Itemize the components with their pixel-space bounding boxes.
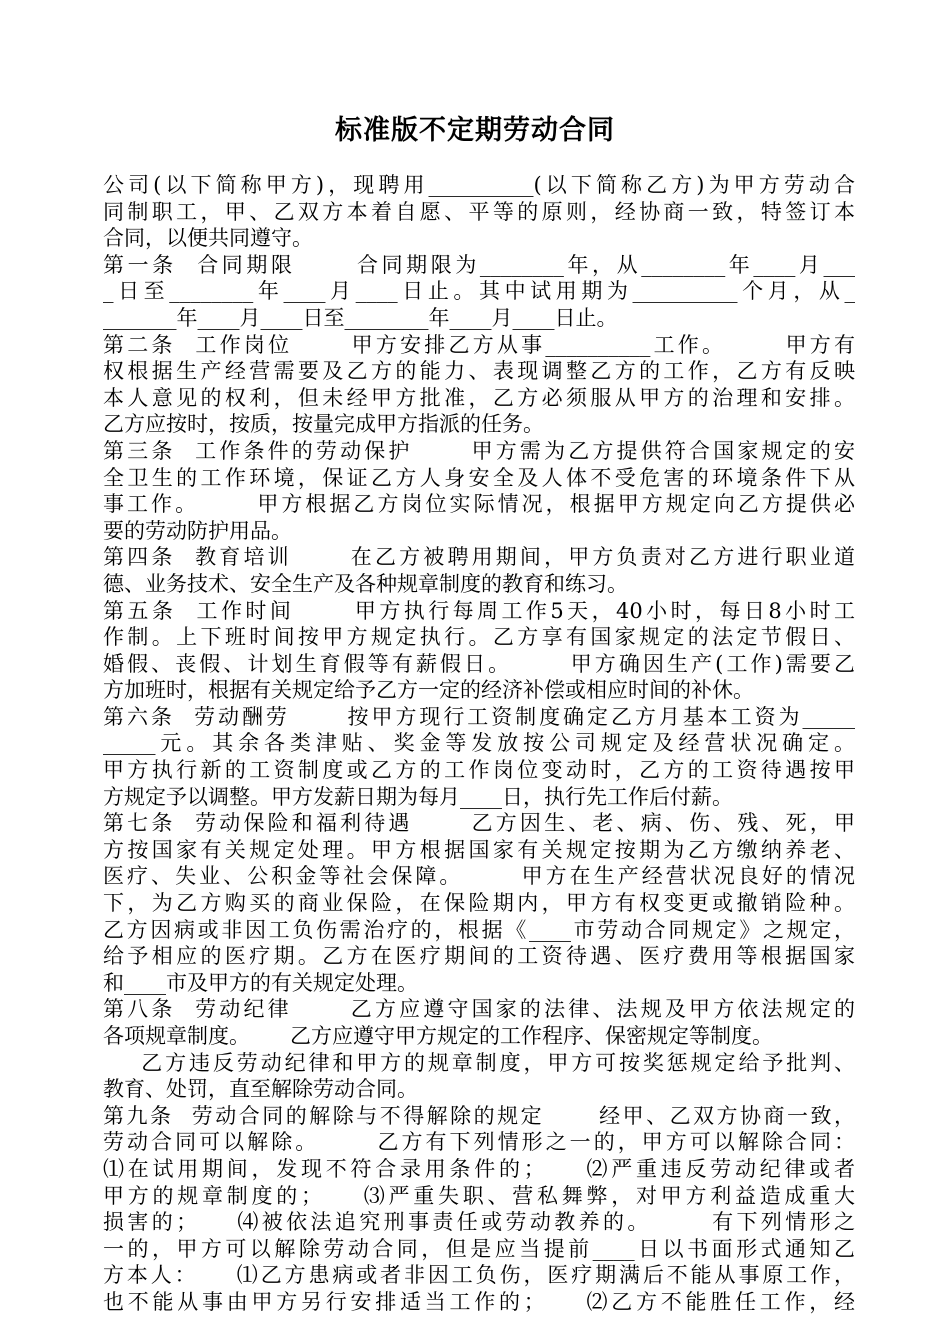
document-line: 下，为乙方购买的商业保险，在保险期内，甲方有权变更或撤销险种。 bbox=[103, 891, 855, 916]
document-line: 损害的； ⑷被依法追究刑事责任或劳动教养的。 有下列情形之 bbox=[103, 1210, 855, 1235]
document-line: 第五条 工作时间 甲方执行每周工作5天，40小时，每日8小时工 bbox=[103, 598, 855, 623]
document-line: 公司(以下简称甲方)，现聘用__________(以下简称乙方)为甲方劳动合 bbox=[103, 173, 855, 197]
document-line: 同制职工，甲、乙双方本着自愿、平等的原则，经协商一致，特签订本 bbox=[103, 199, 855, 224]
document-line: 各项规章制度。 乙方应遵守甲方规定的工作程序、保密规定等制度。 bbox=[103, 1024, 774, 1048]
document-line: 第九条 劳动合同的解除与不得解除的规定 经甲、乙双方协商一致， bbox=[103, 1103, 855, 1128]
document-line: 第六条 劳动酬劳 按甲方现行工资制度确定乙方月基本工资为_____ bbox=[103, 704, 855, 729]
document-line: _日至________年____月____日止。其中试用期为__________个月，从_ bbox=[103, 279, 855, 304]
document-line: 乙方违反劳动纪律和甲方的规章制度，甲方可按奖惩规定给予批判、 bbox=[103, 1050, 855, 1075]
contract-body bbox=[103, 172, 855, 1316]
document-line: 本人意见的权利，但未经甲方批准，乙方必须服从甲方的治理和安排。 bbox=[103, 385, 855, 410]
document-line: 甲方的规章制度的； ⑶严重失职、营私舞弊，对甲方利益造成重大 bbox=[103, 1183, 855, 1208]
document-line: 全卫生的工作环境，保证乙方人身安全及人体不受危害的环境条件下从 bbox=[103, 465, 855, 490]
document-line: 第八条 劳动纪律 乙方应遵守国家的法律、法规及甲方依法规定的 bbox=[103, 997, 855, 1022]
document-title: 标准版不定期劳动合同 bbox=[335, 115, 615, 146]
document-line: 作制。上下班时间按甲方规定执行。乙方享有国家规定的法定节假日、 bbox=[103, 625, 855, 650]
document-line: 第七条 劳动保险和福利待遇 乙方因生、老、病、伤、残、死，甲 bbox=[103, 811, 855, 836]
document-line: 事工作。 甲方根据乙方岗位实际情况，根据甲方规定向乙方提供必 bbox=[103, 492, 855, 517]
document-line: 乙方应按时，按质，按量完成甲方指派的任务。 bbox=[103, 412, 544, 437]
document-line: 医疗、失业、公积金等社会保障。 甲方在生产经营状况良好的情况 bbox=[103, 864, 855, 889]
document-line: 方本人： ⑴乙方患病或者非因工负伤，医疗期满后不能从事原工作， bbox=[103, 1263, 855, 1288]
document-line: 第一条 合同期限 合同期限为________年，从________年____月___ bbox=[103, 252, 855, 277]
document-line: 一的，甲方可以解除劳动合同，但是应当提前____日以书面形式通知乙 bbox=[103, 1236, 855, 1261]
document-line: 合同，以便共同遵守。 bbox=[103, 226, 313, 251]
document-line: _____元。其余各类津贴、奖金等发放按公司规定及经营状况确定。 bbox=[103, 731, 855, 756]
document-line: 方加班时，根据有关规定给予乙方一定的经济补偿或相应时间的补休。 bbox=[103, 678, 754, 703]
document-line: 第四条 教育培训 在乙方被聘用期间，甲方负责对乙方进行职业道 bbox=[103, 545, 855, 570]
document-line: ⑴在试用期间，发现不符合录用条件的； ⑵严重违反劳动纪律或者 bbox=[103, 1156, 855, 1181]
document-line: 婚假、丧假、计划生育假等有薪假日。 甲方确因生产(工作)需要乙 bbox=[103, 651, 855, 676]
document-line: 第二条 工作岗位 甲方安排乙方从事__________工作。 甲方有 bbox=[103, 332, 855, 357]
document-line: 甲方执行新的工资制度或乙方的工作岗位变动时，乙方的工资待遇按甲 bbox=[103, 758, 855, 783]
document-line: 第三条 工作条件的劳动保护 甲方需为乙方提供符合国家规定的安 bbox=[103, 438, 855, 463]
document-line: 也不能从事由甲方另行安排适当工作的； ⑵乙方不能胜任工作，经 bbox=[103, 1289, 855, 1314]
document-line: 方规定予以调整。甲方发薪日期为每月____日，执行先工作后付薪。 bbox=[103, 784, 733, 809]
document-line: 劳动合同可以解除。 乙方有下列情形之一的，甲方可以解除合同： bbox=[103, 1130, 855, 1155]
document-line: 给予相应的医疗期。乙方在医疗期间的工资待遇、医疗费用等根据国家 bbox=[103, 944, 855, 969]
document-line: 教育、处罚，直至解除劳动合同。 bbox=[103, 1077, 418, 1102]
document-line: 德、业务技术、安全生产及各种规章制度的教育和练习。 bbox=[103, 571, 628, 596]
document-line: 要的劳动防护用品。 bbox=[103, 518, 292, 543]
document-line: _______年____月____日至________年____月____日止。 bbox=[103, 305, 618, 330]
document-line: 乙方因病或非因工负伤需治疗的，根据《____市劳动合同规定》之规定， bbox=[103, 917, 855, 942]
document-line: 权根据生产经营需要及乙方的能力、表现调整乙方的工作，乙方有反映 bbox=[103, 359, 855, 384]
document-line: 方按国家有关规定处理。甲方根据国家有关规定按期为乙方缴纳养老、 bbox=[103, 837, 855, 862]
document-line: 和____市及甲方的有关规定处理。 bbox=[103, 970, 418, 995]
